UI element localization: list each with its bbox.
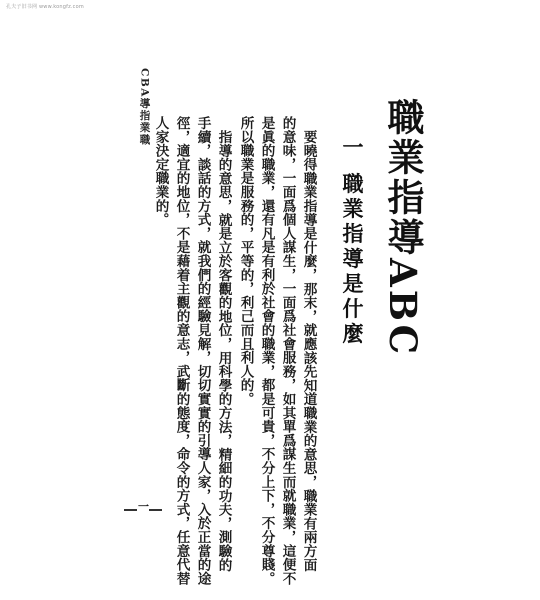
book-title: 職業指導ABC [381, 98, 425, 358]
body-line-2: 的意味，一面爲個人謀生，一面爲社會服務，如其單爲謀生而就職業，這便不 [279, 116, 296, 586]
page-number-dash-right [149, 509, 162, 511]
body-line-4: 所以職業是服務的，平等的，利己而且利人的。 [237, 116, 254, 406]
page-number-value: 一 [138, 500, 149, 513]
section-title: 一 職業指導是什麼 [340, 136, 365, 348]
body-line-1: 要曉得職業指導是什麼，那末，就應該先知道職業的意思，職業有兩方面 [300, 130, 317, 572]
body-line-3: 是眞的職業，還有凡是有利於社會的職業，都是可貴，不分上下，不分尊賤。 [258, 116, 275, 586]
body-line-6: 手續，談話的方式，就我們的經驗見解，切切實實的引導人家，入於正當的途 [194, 116, 211, 586]
body-line-8: 人家決定職業的。 [152, 116, 169, 227]
body-line-5: 指導的意思，就是立於客觀的地位，用科學的方法，精細的功夫，測驗的 [215, 130, 232, 572]
body-line-7: 徑，適宜的地位，不是藉着主觀的意志，武斷的態度，命令的方式，任意代替 [173, 116, 190, 586]
page-number-dash-left [124, 509, 137, 511]
page-number [124, 500, 160, 516]
watermark: 孔夫子旧书网 www.kongfz.com [6, 4, 84, 10]
running-header: CBA導指業職 [138, 68, 151, 146]
